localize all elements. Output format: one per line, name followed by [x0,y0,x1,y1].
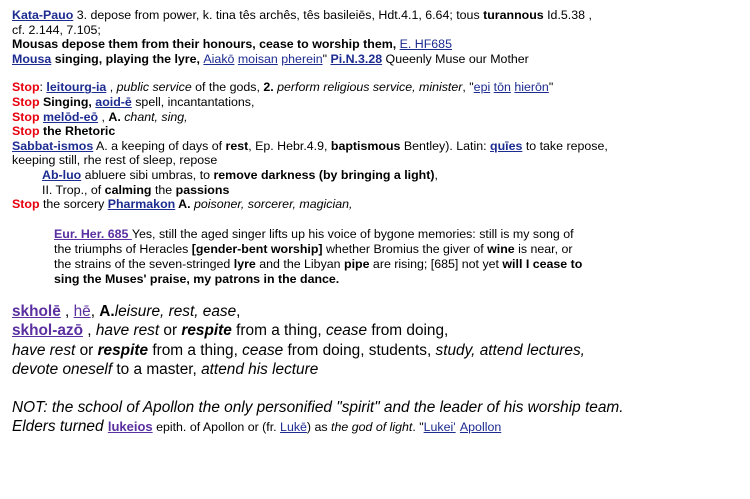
entry-abluo: Ab-luo abluere sibi umbras, to remove darkness (by bringing a light), [42,167,438,182]
mousa-link[interactable]: Mousa [12,51,52,66]
entry-leitourgia: Stop: leitourg-ia , public service of the gods, 2. perform religious service, minister, "epi tōn hierōn" [12,80,554,95]
ton-link[interactable]: tōn [493,80,511,95]
pherein-link[interactable]: pherein [281,51,323,66]
lukei-link[interactable]: Lukei' [423,420,456,435]
e-hf685-link[interactable]: E. HF685 [399,37,452,52]
not-school-line: NOT: the school of Apollon the only personified "spirit" and the leader of his worship team. [12,398,624,416]
sabbatismos-cont: keeping still, rhe rest of sleep, repose [12,153,218,168]
melodeo-link[interactable]: melōd-eō [42,109,99,124]
lukeios-link[interactable]: lukeios [107,419,153,435]
hieron-link[interactable]: hierōn [514,80,549,95]
entry-sabbatismos: Sabbat-ismos A. a keeping of days of rest, Ep. Hebr.4.9, baptismous Bentley). Latin: quīes to take repose, [12,138,608,153]
luke-link[interactable]: Lukē [280,420,307,435]
elders-lukeios-line: Elders turned lukeios epith. of Apollon or (fr. Lukē) as the god of light. "Lukei' Apollon [12,418,502,436]
pi-n-3-28-link[interactable]: Pi.N.3.28 [330,51,383,66]
aiako-link[interactable]: Aiakō [203,51,235,66]
entry-aoide: Stop Singing, aoid-ē spell, incantantations, [12,94,255,109]
moisan-link[interactable]: moisan [237,51,278,66]
he-link[interactable]: hē [73,302,91,320]
entry-kata-pauo-cont: cf. 2.144, 7.105; [12,22,101,37]
kata-pauo-link[interactable]: Kata-Pauo [12,8,74,22]
apollon-link[interactable]: Apollon [459,420,502,435]
abluo-link[interactable]: Ab-luo [42,167,82,182]
scholazo-cont2: devote oneself to a master, attend his lecture [12,361,319,379]
entry-mousa: Mousa singing, playing the lyre, Aiakō moisan pherein" Pi.N.3.28 Queenly Muse our Mother [12,51,529,66]
entry-pharmakon: Stop the sorcery Pharmakon A. poisoner, sorcerer, magician, [12,197,353,212]
eur-her-quote: Eur. Her. 685 Yes, still the aged singer lifts up his voice of bygone memories: still is my song of the triumphs of Heracles [gender-bent worship] whether Bromius the giver of wine is near, or the strains of the seven-stringed lyre and the Libyan pipe are rising; [685] not yet will I cease to sing the Muses' praise, my patrons in the dance. [54,226,583,287]
entry-kata-pauo: Kata-Pauo 3. depose from power, k. tina tês archês, tês basileiēs, Hdt.4.1, 6.64; tous turannous Id.5.38 , [12,8,592,22]
pharmakon-link[interactable]: Pharmakon [107,197,176,212]
epi-link[interactable]: epi [473,80,491,95]
scholazo-cont: have rest or respite from a thing, cease from doing, students, study, attend lectures, [12,341,585,359]
scholazo-link[interactable]: skhol-azō [12,322,83,340]
stop-rhetoric: Stop the Rhetoric [12,124,116,139]
entry-melodeo: Stop melōd-eō , A. chant, sing, [12,109,188,124]
abluo-trop: II. Trop., of calming the passions [42,182,230,197]
aoide-link[interactable]: aoid-ē [95,94,132,109]
leitourgia-link[interactable]: leitourg-ia [46,80,107,95]
mousas-line: Mousas depose them from their honours, cease to worship them, E. HF685 [12,37,452,52]
sabbatismos-link[interactable]: Sabbat-ismos [12,138,94,153]
quies-link[interactable]: quīes [490,138,523,153]
schole-link[interactable]: skholē [12,302,61,320]
entry-scholazo: skhol-azō , have rest or respite from a thing, cease from doing, [12,322,449,340]
eur-her-685-link[interactable]: Eur. Her. 685 [54,226,132,241]
entry-schole: skholē , hē, A.leisure, rest, ease, [12,302,241,320]
